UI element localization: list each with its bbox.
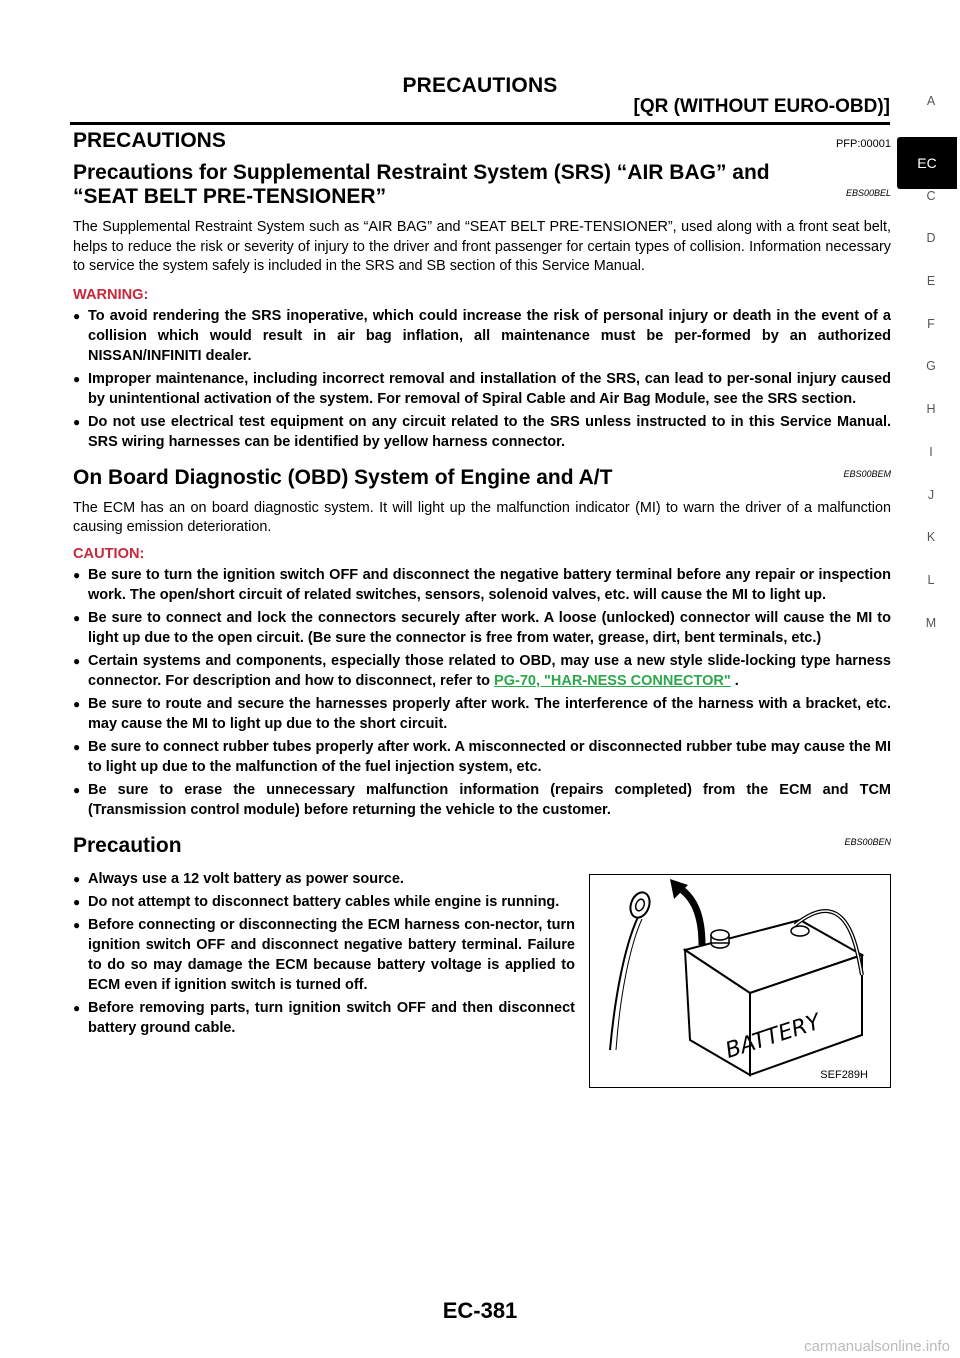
obd-caution-list <box>73 565 891 820</box>
index-tab-j[interactable]: J <box>927 487 935 502</box>
bullet-icon: ● <box>73 653 81 668</box>
section-precaution-code: EBS00BEN <box>844 836 891 847</box>
page-number: EC-381 <box>442 1298 518 1323</box>
bullet-icon: ● <box>73 782 81 797</box>
index-tab-l[interactable]: L <box>927 572 935 587</box>
index-tab-ec[interactable]: EC <box>897 137 957 189</box>
index-tab-k[interactable]: K <box>926 530 936 545</box>
page-header-subtitle: [QR (WITHOUT EURO-OBD)] <box>633 96 890 117</box>
section-srs-heading <box>73 161 891 209</box>
warning-label: WARNING: <box>73 286 149 303</box>
bullet-icon: ● <box>73 371 81 386</box>
section-srs-heading-text: Precautions for Supplemental Restraint System (SRS) “AIR BAG” and “SEAT BELT PRE-TENSIONER” <box>73 161 770 208</box>
index-tab-e[interactable]: E <box>926 274 936 289</box>
list-item: ● Do not use electrical test equipment on any circuit related to the SRS unless instructed to in this Service Manual. SRS wiring harnesses can be identified by yellow harness connector. <box>73 413 891 450</box>
section-obd-body: The ECM has an on board diagnostic system. It will light up the malfunction indicator (MI) to warn the driver of a malfunction causing emission deterioration. <box>73 499 891 535</box>
section-index-tabs <box>911 94 951 658</box>
bullet-icon: ● <box>73 894 81 909</box>
section-precaution-heading <box>73 834 891 858</box>
bullet-icon: ● <box>73 696 81 711</box>
harness-connector-link[interactable]: PG-70, "HAR-NESS CONNECTOR" <box>494 672 731 689</box>
list-item: ● Do not attempt to disconnect battery cables while engine is running. <box>73 893 560 910</box>
section-obd-heading <box>73 466 891 490</box>
page-header-title: PRECAUTIONS <box>402 74 558 97</box>
list-item: ● To avoid rendering the SRS inoperative, which could increase the risk of personal injury or death in the event of a collision which would result in air bag inflation, all maintenance must be per-formed by an authorized NISSAN/INFINITI dealer. <box>73 307 891 364</box>
precaution-block <box>73 864 891 1088</box>
caution-label: CAUTION: <box>73 545 145 562</box>
section-precaution-heading-text: Precaution <box>73 833 182 857</box>
section-srs-code: EBS00BEL <box>845 188 891 198</box>
battery-figure <box>589 874 891 1088</box>
bullet-icon: ● <box>73 308 81 323</box>
battery-text: BATTERY <box>722 1009 824 1064</box>
figure-label: SEF289H <box>820 1068 868 1081</box>
page-content <box>73 125 891 1088</box>
section-srs-body: The Supplemental Restraint System such as “AIR BAG” and “SEAT BELT PRE-TENSIONER”, used along with a front seat belt, helps to reduce the risk or severity of injury to the driver and front passenger for certain types of collision. Information necessary to service the system safely is included in the SRS and SB section of this Service Manual. <box>73 219 891 274</box>
list-item: ● Before removing parts, turn ignition switch OFF and then disconnect battery ground cable. <box>73 999 575 1036</box>
index-tab-c[interactable]: C <box>926 188 936 203</box>
bullet-icon: ● <box>73 1000 81 1015</box>
precaution-list <box>73 866 575 1088</box>
index-tab-d[interactable]: D <box>926 231 936 246</box>
index-tab-i[interactable]: I <box>929 444 933 459</box>
list-item: ● Certain systems and components, especially those related to OBD, may use a new style slide-locking type harness connector. For description and how to disconnect, refer to PG-70, "HAR-NESS CONNECTOR" . <box>73 652 891 689</box>
index-tab-f[interactable]: F <box>927 316 935 331</box>
srs-warning-list <box>73 306 891 452</box>
list-item: ● Be sure to route and secure the harnesses properly after work. The interference of the harness with a bracket, etc. may cause the MI to light up due to the short circuit. <box>73 695 891 732</box>
index-tab-g[interactable]: G <box>926 359 936 374</box>
bullet-icon: ● <box>73 739 81 754</box>
bullet-icon: ● <box>73 917 81 932</box>
main-heading-code: PFP:00001 <box>835 138 891 150</box>
watermark: carmanualsonline.info <box>804 1338 950 1355</box>
bullet-icon: ● <box>73 567 81 582</box>
list-item: ● Always use a 12 volt battery as power source. <box>73 870 404 887</box>
list-item: ● Be sure to erase the unnecessary malfunction information (repairs completed) from the ECM and TCM (Transmission control module) before returning the vehicle to the customer. <box>73 781 891 818</box>
list-item: ● Be sure to connect and lock the connectors securely after work. A loose (unlocked) connector will cause the MI to light up due to the open circuit. (Be sure the connector is free from water, grease, dirt, bent terminals, etc.) <box>73 609 891 646</box>
main-heading-text: PRECAUTIONS <box>73 129 226 152</box>
battery-illustration <box>590 875 890 1087</box>
index-tab-h[interactable]: H <box>926 402 936 417</box>
main-heading <box>73 129 891 153</box>
list-item: ● Before connecting or disconnecting the ECM harness con-nector, turn ignition switch OFF and disconnect negative battery terminal. Failure to do so may damage the ECM because battery voltage is applied to ECM even if ignition switch is turned off. <box>73 916 575 993</box>
list-item: ● Be sure to turn the ignition switch OFF and disconnect the negative battery terminal before any repair or inspection work. The open/short circuit of related switches, sensors, solenoid valves, etc. will cause the MI to light up. <box>73 566 891 603</box>
section-obd-heading-text: On Board Diagnostic (OBD) System of Engine and A/T <box>73 465 613 489</box>
section-obd-code: EBS00BEM <box>843 468 891 479</box>
bullet-icon: ● <box>73 610 81 625</box>
bullet-icon: ● <box>73 414 81 429</box>
index-tab-a[interactable]: A <box>926 94 936 108</box>
index-tab-m[interactable]: M <box>925 615 937 630</box>
bullet-icon: ● <box>73 871 81 886</box>
list-item: ● Be sure to connect rubber tubes properly after work. A misconnected or disconnected rubber tube may cause the MI to light up due to the malfunction of the fuel injection system, etc. <box>73 738 891 775</box>
list-item: ● Improper maintenance, including incorrect removal and installation of the SRS, can lead to per-sonal injury caused by unintentional activation of the system. For removal of Spiral Cable and Air Bag Module, see the SRS section. <box>73 370 891 407</box>
